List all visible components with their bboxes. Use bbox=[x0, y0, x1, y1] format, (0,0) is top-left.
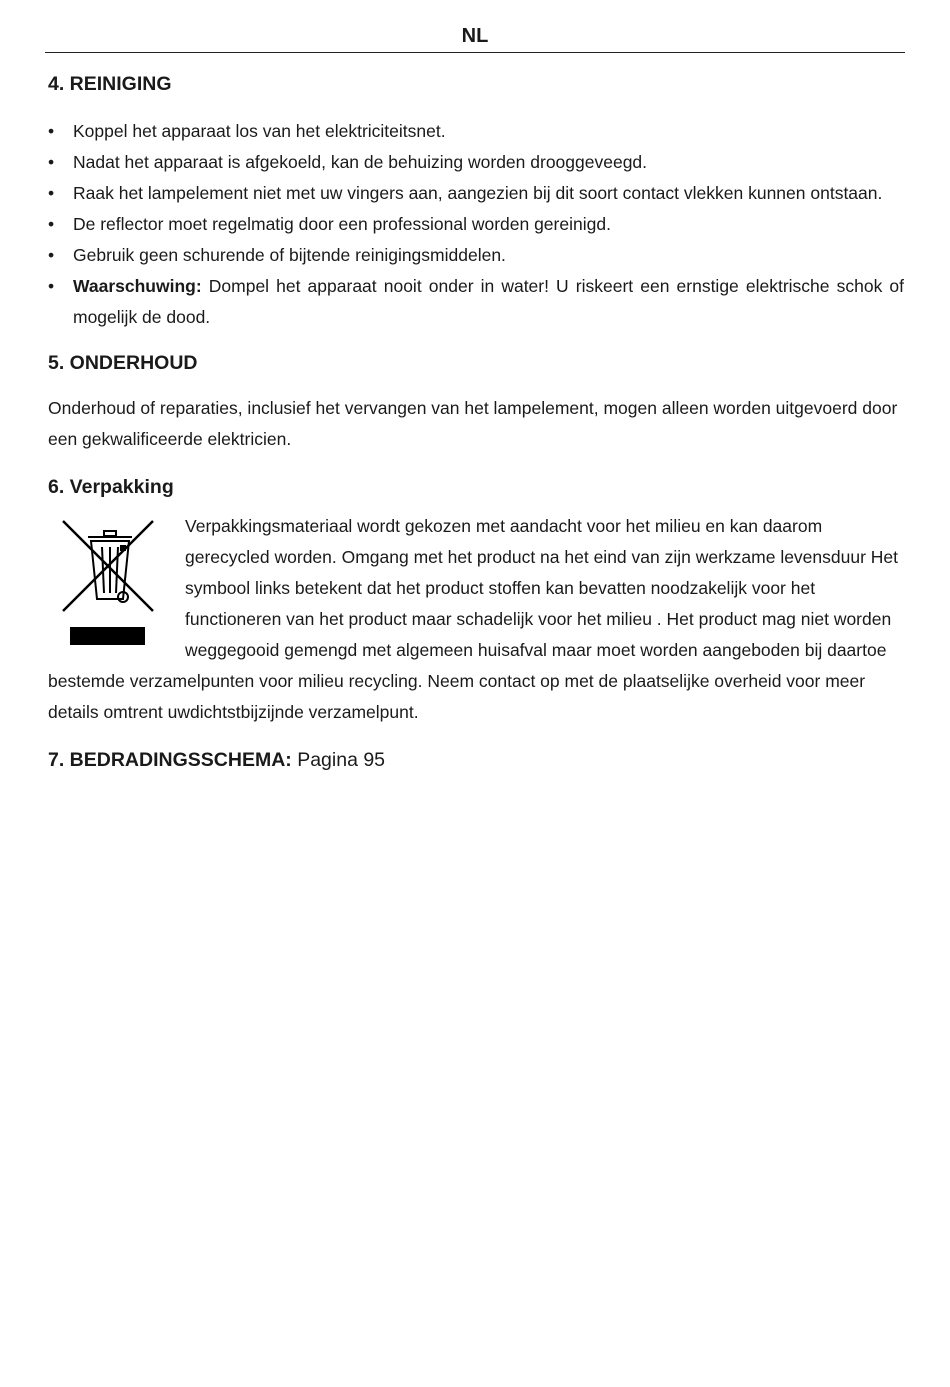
weee-crossed-bin-icon bbox=[48, 515, 185, 655]
reiniging-list bbox=[48, 116, 904, 333]
list-item-text: Koppel het apparaat los van het elektriciteitsnet. bbox=[73, 121, 446, 141]
bullet-icon: • bbox=[48, 183, 55, 203]
bullet-icon: • bbox=[48, 152, 55, 172]
list-item bbox=[48, 147, 904, 178]
verpakking-paragraph: Verpakkingsmateriaal wordt gekozen met aandacht voor het milieu en kan daarom gerecycled worden. Omgang met het product na het eind van zijn werkzame levensduur Het symbool links betekent dat het product stoffen kan bevatten noodzakelijk voor het functioneren van het product maar schadelijk voor het milieu . Het product mag niet worden weggegooid gemengd met algemeen huisafval maar moet worden aangeboden bij daartoe bestemde verzamelpunten voor milieu recycling. Neem contact op met de plaatselijke overheid voor meer details omtrent uwdichtstbijzijnde verzamelpunt. bbox=[48, 516, 899, 722]
section-title-reiniging: 4. REINIGING bbox=[48, 73, 172, 95]
list-item-text: Dompel het apparaat nooit onder in water! U riskeert een ernstige elektrische schok of mogelijk de dood. bbox=[73, 276, 904, 327]
list-item-text: Gebruik geen schurende of bijtende reinigingsmiddelen. bbox=[73, 245, 506, 265]
warning-label: Waarschuwing: bbox=[73, 276, 202, 296]
bullet-icon: • bbox=[48, 214, 55, 234]
section-title-onderhoud: 5. ONDERHOUD bbox=[48, 352, 198, 374]
bedrading-page-reference: Pagina 95 bbox=[291, 749, 386, 771]
verpakking-block bbox=[48, 511, 904, 728]
list-item-text: Nadat het apparaat is afgekoeld, kan de behuizing worden drooggeveegd. bbox=[73, 152, 648, 172]
weee-solid-bar bbox=[70, 627, 145, 645]
header-divider bbox=[45, 52, 905, 53]
list-item bbox=[48, 240, 904, 271]
bullet-icon: • bbox=[48, 121, 55, 141]
onderhoud-paragraph: Onderhoud of reparaties, inclusief het vervangen van het lampelement, mogen alleen worden uitgevoerd door een gekwalificeerde elektricien. bbox=[48, 398, 898, 449]
list-item bbox=[48, 178, 904, 209]
list-item bbox=[48, 116, 904, 147]
page-content bbox=[48, 68, 904, 774]
language-header: NL bbox=[461, 25, 489, 47]
bullet-icon: • bbox=[48, 276, 55, 296]
list-item bbox=[48, 209, 904, 240]
list-item-text: Raak het lampelement niet met uw vingers aan, aangezien bij dit soort contact vlekken kunnen ontstaan. bbox=[73, 183, 883, 203]
section-title-bedrading bbox=[48, 746, 904, 774]
list-item-warning bbox=[48, 271, 904, 333]
bedrading-title: 7. BEDRADINGSSCHEMA: bbox=[48, 749, 292, 771]
bullet-icon: • bbox=[48, 245, 55, 265]
section-title-verpakking: 6. Verpakking bbox=[48, 476, 174, 498]
list-item-text: De reflector moet regelmatig door een professional worden gereinigd. bbox=[73, 214, 611, 234]
